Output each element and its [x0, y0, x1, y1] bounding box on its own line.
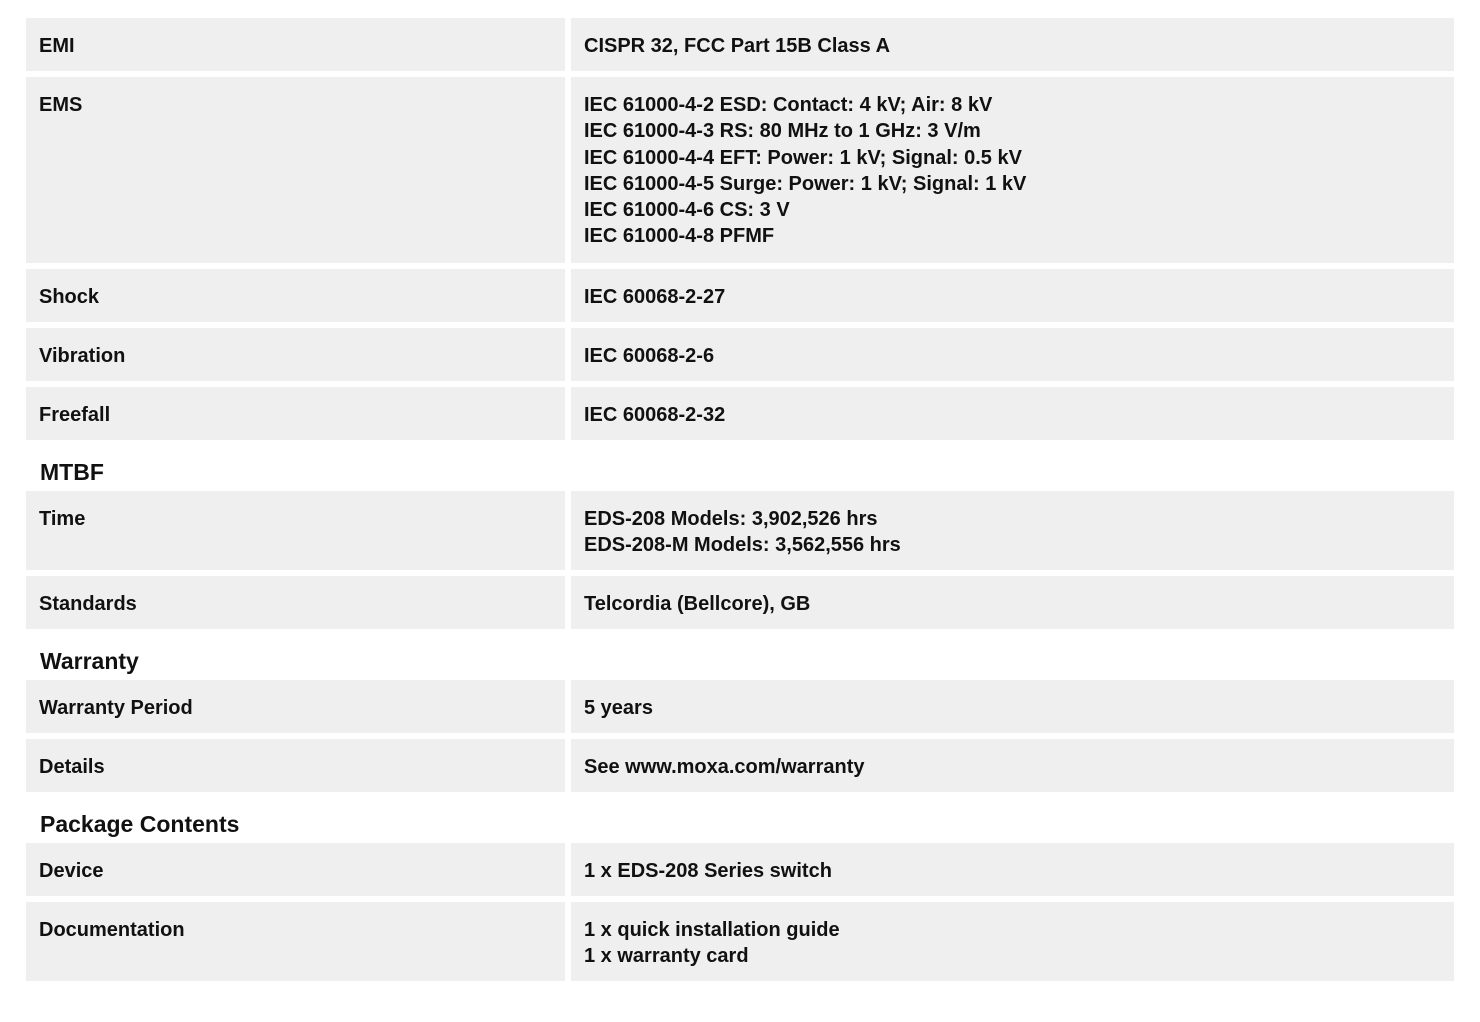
spec-label: Time [26, 491, 565, 570]
spec-value [571, 328, 1454, 381]
spec-row-shock [26, 269, 1454, 322]
spec-row-documentation [26, 902, 1454, 981]
spec-label: EMS [26, 77, 565, 263]
spec-value [571, 843, 1454, 896]
section-title-package-contents: Package Contents [40, 811, 240, 837]
spec-value-line: See www.moxa.com/warranty [584, 756, 865, 778]
spec-row-emi [26, 18, 1454, 71]
spec-value-line: CISPR 32, FCC Part 15B Class A [584, 35, 891, 57]
spec-label: Vibration [26, 328, 565, 381]
spec-value-line: IEC 60068-2-6 [584, 345, 715, 367]
spec-value-line: IEC 61000-4-4 EFT: Power: 1 kV; Signal: 0.5 kV [584, 146, 1022, 169]
spec-row-time [26, 491, 1454, 570]
section-title-warranty: Warranty [40, 648, 139, 674]
spec-value-line: 5 years [584, 697, 653, 719]
spec-label: Warranty Period [26, 680, 565, 733]
spec-label: EMI [26, 18, 565, 71]
spec-row-freefall [26, 387, 1454, 440]
spec-label: Standards [26, 576, 565, 629]
spec-value [571, 18, 1454, 71]
spec-value [571, 77, 1454, 263]
spec-value-line: IEC 60068-2-32 [584, 404, 726, 426]
spec-value-line: IEC 61000-4-3 RS: 80 MHz to 1 GHz: 3 V/m [584, 120, 981, 143]
spec-row-device [26, 843, 1454, 896]
spec-value [571, 739, 1454, 792]
spec-value-line: EDS-208 Models: 3,902,526 hrs [584, 508, 878, 530]
spec-value-line: 1 x EDS-208 Series switch [584, 860, 832, 882]
spec-value-line: IEC 61000-4-5 Surge: Power: 1 kV; Signal: 1 kV [584, 172, 1027, 195]
spec-value [571, 387, 1454, 440]
spec-value-line: EDS-208-M Models: 3,562,556 hrs [584, 534, 901, 557]
spec-label: Details [26, 739, 565, 792]
spec-label: Documentation [26, 902, 565, 981]
spec-label: Shock [26, 269, 565, 322]
spec-value-line: IEC 61000-4-6 CS: 3 V [584, 199, 790, 222]
spec-value [571, 576, 1454, 629]
spec-value [571, 902, 1454, 981]
spec-value [571, 680, 1454, 733]
spec-value [571, 269, 1454, 322]
spec-row-warranty-period [26, 680, 1454, 733]
spec-row-details [26, 739, 1454, 792]
spec-row-ems [26, 77, 1454, 263]
spec-label: Device [26, 843, 565, 896]
spec-value-line: IEC 60068-2-27 [584, 286, 726, 308]
spec-label: Freefall [26, 387, 565, 440]
spec-value-line: 1 x quick installation guide [584, 919, 840, 941]
spec-value [571, 491, 1454, 570]
spec-value-line: IEC 61000-4-2 ESD: Contact: 4 kV; Air: 8 kV [584, 94, 993, 116]
spec-row-vibration [26, 328, 1454, 381]
section-title-mtbf: MTBF [40, 459, 104, 485]
spec-value-line: Telcordia (Bellcore), GB [584, 593, 811, 615]
spec-row-standards [26, 576, 1454, 629]
spec-value-line: 1 x warranty card [584, 945, 749, 968]
spec-value-line: IEC 61000-4-8 PFMF [584, 225, 775, 248]
spec-sheet [26, 18, 1454, 987]
